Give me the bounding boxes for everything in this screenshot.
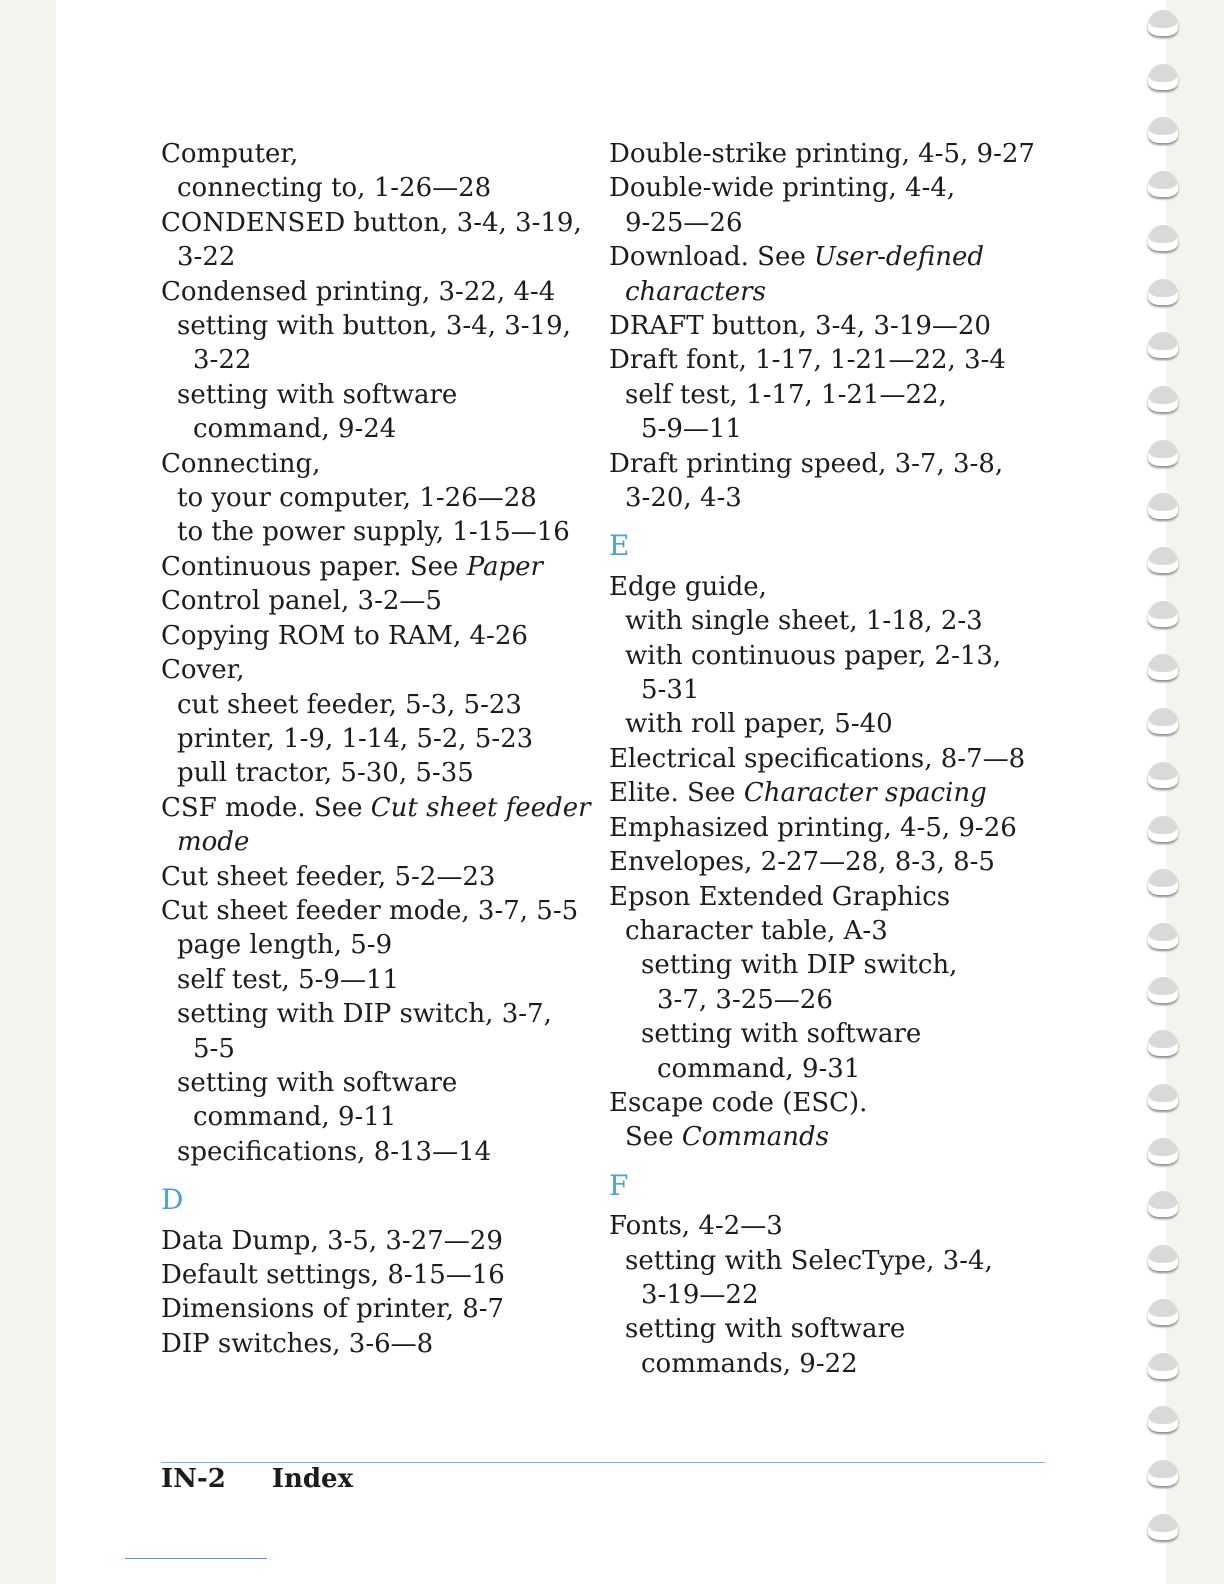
index-entry-text: Double-strike printing, 4-5, 9-27 — [609, 139, 1035, 169]
index-entry — [609, 343, 1049, 377]
binding-hole — [1148, 1299, 1178, 1325]
index-entry — [161, 963, 601, 997]
index-entry-text: Default settings, 8-15—16 — [161, 1259, 505, 1290]
index-entry-text: 3-22 — [193, 345, 252, 376]
binding-hole — [1148, 279, 1178, 305]
index-entry — [161, 343, 601, 377]
index-entry — [609, 880, 1049, 914]
index-entry — [161, 1066, 601, 1100]
index-entry-text: Control panel, 3-2—5 — [161, 586, 442, 617]
index-entry-text: setting with software — [641, 1019, 922, 1050]
index-entry-text: command, 9-24 — [193, 414, 397, 445]
index-entry — [161, 1292, 601, 1326]
index-entry-text: Fonts, 4-2—3 — [609, 1211, 783, 1242]
index-entry-text: Draft font, 1-17, 1-21—22, 3-4 — [609, 345, 1006, 376]
index-entry — [161, 1258, 601, 1292]
index-entry-text: Cut sheet feeder, 5-2—23 — [161, 861, 496, 892]
index-entry — [161, 860, 601, 894]
index-entry-text: specifications, 8-13—14 — [177, 1136, 492, 1167]
index-entry — [161, 275, 601, 309]
index-entry-text: to your computer, 1-26—28 — [177, 483, 537, 514]
index-entry-text: CSF mode. See — [161, 792, 371, 823]
binding-hole — [1148, 440, 1178, 466]
index-entry-text: Copying ROM to RAM, 4-26 — [161, 620, 528, 651]
index-entry-text: setting with DIP switch, — [641, 950, 958, 981]
index-entry-text: setting with software — [625, 1314, 906, 1345]
binding-hole — [1148, 1138, 1178, 1164]
index-entry-text: Elite. See — [609, 778, 744, 809]
index-entry-text: 3-20, 4-3 — [625, 483, 742, 514]
index-entry — [609, 1244, 1049, 1278]
index-entry — [609, 447, 1049, 481]
index-entry — [609, 1086, 1049, 1120]
index-entry-text: setting with software — [177, 1067, 458, 1098]
index-entry — [609, 481, 1049, 515]
spiral-binding — [1148, 0, 1188, 1584]
index-entry — [161, 1224, 601, 1258]
cross-reference: Commands — [681, 1122, 829, 1153]
binding-hole — [1148, 1191, 1178, 1217]
index-entry-text: DRAFT button, 3-4, 3-19—20 — [609, 311, 991, 342]
index-entry — [609, 1017, 1049, 1051]
index-entry — [609, 983, 1049, 1017]
binding-hole — [1148, 1460, 1178, 1486]
binding-hole — [1148, 708, 1178, 734]
index-entry-text: Emphasized printing, 4-5, 9-26 — [609, 812, 1017, 843]
index-entry — [161, 584, 601, 618]
index-entry — [161, 481, 601, 515]
index-entry-text: 9-25—26 — [625, 207, 743, 238]
index-entry-text: Cut sheet feeder mode, 3-7, 5-5 — [161, 895, 579, 926]
index-entry — [161, 756, 601, 790]
index-entry — [161, 997, 601, 1031]
index-entry — [161, 722, 601, 756]
binding-hole — [1148, 1514, 1178, 1540]
index-entry — [161, 825, 601, 859]
index-entry — [609, 570, 1049, 604]
index-entry-text: commands, 9-22 — [641, 1348, 858, 1379]
index-entry-text: 5-31 — [641, 675, 700, 706]
binding-hole — [1148, 225, 1178, 251]
index-entry — [161, 1032, 601, 1066]
index-entry — [161, 550, 601, 584]
index-entry — [609, 604, 1049, 638]
index-entry — [161, 240, 601, 274]
index-entry-text: cut sheet feeder, 5-3, 5-23 — [177, 689, 522, 720]
index-entry-text: with single sheet, 1-18, 2-3 — [625, 606, 983, 637]
index-entry — [609, 206, 1049, 240]
index-entry-text: Dimensions of printer, 8-7 — [161, 1294, 505, 1325]
index-entry — [609, 1312, 1049, 1346]
index-entry — [609, 378, 1049, 412]
binding-hole — [1148, 64, 1178, 90]
binding-hole — [1148, 171, 1178, 197]
index-entry-text: Epson Extended Graphics — [609, 881, 951, 912]
binding-hole — [1148, 493, 1178, 519]
binding-hole — [1148, 1245, 1178, 1271]
index-entry-text: Condensed printing, 3-22, 4-4 — [161, 276, 556, 307]
binding-hole — [1148, 762, 1178, 788]
index-entry-text: 5-9—11 — [641, 414, 742, 445]
index-entry-text: Connecting, — [161, 448, 321, 479]
binding-hole — [1148, 10, 1178, 36]
index-entry-text: Data Dump, 3-5, 3-27—29 — [161, 1225, 503, 1256]
binding-hole — [1148, 601, 1178, 627]
page-number: IN-2 — [161, 1464, 226, 1494]
index-entry-text: setting with DIP switch, 3-7, — [177, 999, 552, 1030]
index-entry — [609, 1209, 1049, 1243]
index-entry-text: 3-19—22 — [641, 1279, 759, 1310]
index-entry-text: Draft printing speed, 3-7, 3-8, — [609, 448, 1004, 479]
index-entry-text: Envelopes, 2-27—28, 8-3, 8-5 — [609, 847, 995, 878]
binding-hole — [1148, 1030, 1178, 1056]
index-entry — [609, 240, 1049, 274]
index-entry — [161, 412, 601, 446]
cross-reference: characters — [625, 276, 766, 307]
index-entry — [161, 1100, 601, 1134]
index-entry — [609, 171, 1049, 205]
binding-hole — [1148, 117, 1178, 143]
index-entry — [609, 309, 1049, 343]
index-entry — [161, 928, 601, 962]
cross-reference: User-defined — [814, 242, 985, 273]
corner-rule — [125, 1558, 267, 1559]
cross-reference: Character spacing — [743, 778, 987, 809]
binding-hole — [1148, 386, 1178, 412]
index-entry — [161, 688, 601, 722]
section-letter-f: F — [609, 1168, 629, 1202]
index-entry-text: See — [625, 1122, 682, 1153]
index-entry-text: Cover, — [161, 655, 245, 686]
index-entry — [609, 948, 1049, 982]
index-entry — [609, 275, 1049, 309]
index-entry-text: command, 9-11 — [193, 1102, 397, 1133]
index-entry-text: CONDENSED button, 3-4, 3-19, — [161, 207, 582, 238]
index-entry — [161, 894, 601, 928]
binding-hole — [1148, 923, 1178, 949]
index-entry — [161, 378, 601, 412]
index-entry — [609, 1052, 1049, 1086]
index-entry — [161, 309, 601, 343]
index-entry-text: to the power supply, 1-15—16 — [177, 517, 570, 548]
index-entry — [161, 206, 601, 240]
index-entry-text: Electrical specifications, 8-7—8 — [609, 743, 1026, 774]
index-entry-text: with roll paper, 5-40 — [625, 709, 893, 740]
index-entry — [609, 845, 1049, 879]
index-column-right — [609, 137, 1049, 1381]
index-entry — [161, 447, 601, 481]
index-entry-text: 3-7, 3-25—26 — [657, 984, 833, 1015]
index-entry — [609, 742, 1049, 776]
section-letter-d: D — [161, 1183, 184, 1217]
binding-hole — [1148, 1084, 1178, 1110]
index-entry — [609, 1278, 1049, 1312]
index-entry-text: command, 9-31 — [657, 1053, 861, 1084]
cross-reference: Cut sheet feeder — [370, 792, 591, 823]
index-entry — [609, 811, 1049, 845]
page-footer — [161, 1462, 353, 1496]
index-column-left — [161, 137, 601, 1361]
index-entry-text: setting with software — [177, 379, 458, 410]
index-entry — [161, 1327, 601, 1361]
index-entry — [609, 412, 1049, 446]
index-entry — [161, 1135, 601, 1169]
index-entry-text: page length, 5-9 — [177, 930, 393, 961]
index-entry — [161, 653, 601, 687]
index-entry-text: printer, 1-9, 1-14, 5-2, 5-23 — [177, 723, 534, 754]
index-entry-text: character table, A-3 — [625, 915, 888, 946]
index-entry-text: Double-wide printing, 4-4, — [609, 173, 956, 204]
index-entry-text: setting with button, 3-4, 3-19, — [177, 311, 571, 342]
section-title: Index — [271, 1464, 354, 1494]
index-entry — [609, 707, 1049, 741]
index-entry-text: self test, 1-17, 1-21—22, — [625, 379, 947, 410]
binding-hole — [1148, 869, 1178, 895]
binding-hole — [1148, 1406, 1178, 1432]
cross-reference: mode — [177, 827, 250, 858]
binding-hole — [1148, 1353, 1178, 1379]
binding-hole — [1148, 654, 1178, 680]
index-entry — [609, 639, 1049, 673]
binding-hole — [1148, 977, 1178, 1003]
index-entry — [609, 914, 1049, 948]
index-entry-text: with continuous paper, 2-13, — [625, 640, 1002, 671]
index-entry-text: Download. See — [609, 242, 814, 273]
index-entry-text: connecting to, 1-26—28 — [177, 173, 492, 204]
index-entry — [161, 791, 601, 825]
index-entry-text: Edge guide, — [609, 571, 767, 602]
index-entry — [161, 137, 601, 171]
cross-reference: Paper — [466, 551, 543, 582]
index-entry — [161, 619, 601, 653]
index-entry-text: Computer, — [161, 139, 299, 169]
index-entry-text: pull tractor, 5-30, 5-35 — [177, 758, 474, 789]
index-entry — [609, 137, 1049, 171]
index-entry — [161, 515, 601, 549]
index-entry-text: self test, 5-9—11 — [177, 964, 400, 995]
index-entry-text: Escape code (ESC). — [609, 1087, 868, 1118]
index-entry — [609, 1347, 1049, 1381]
index-entry-text: 5-5 — [193, 1033, 235, 1064]
index-entry — [609, 673, 1049, 707]
index-entry-text: setting with SelecType, 3-4, — [625, 1245, 993, 1276]
index-entry — [609, 776, 1049, 810]
index-entry-text: 3-22 — [177, 242, 236, 273]
section-letter-e: E — [609, 529, 630, 563]
index-entry-text: Continuous paper. See — [161, 551, 467, 582]
binding-hole — [1148, 332, 1178, 358]
index-entry — [161, 171, 601, 205]
binding-hole — [1148, 816, 1178, 842]
binding-hole — [1148, 547, 1178, 573]
index-entry — [609, 1120, 1049, 1154]
index-entry-text: DIP switches, 3-6—8 — [161, 1328, 434, 1359]
